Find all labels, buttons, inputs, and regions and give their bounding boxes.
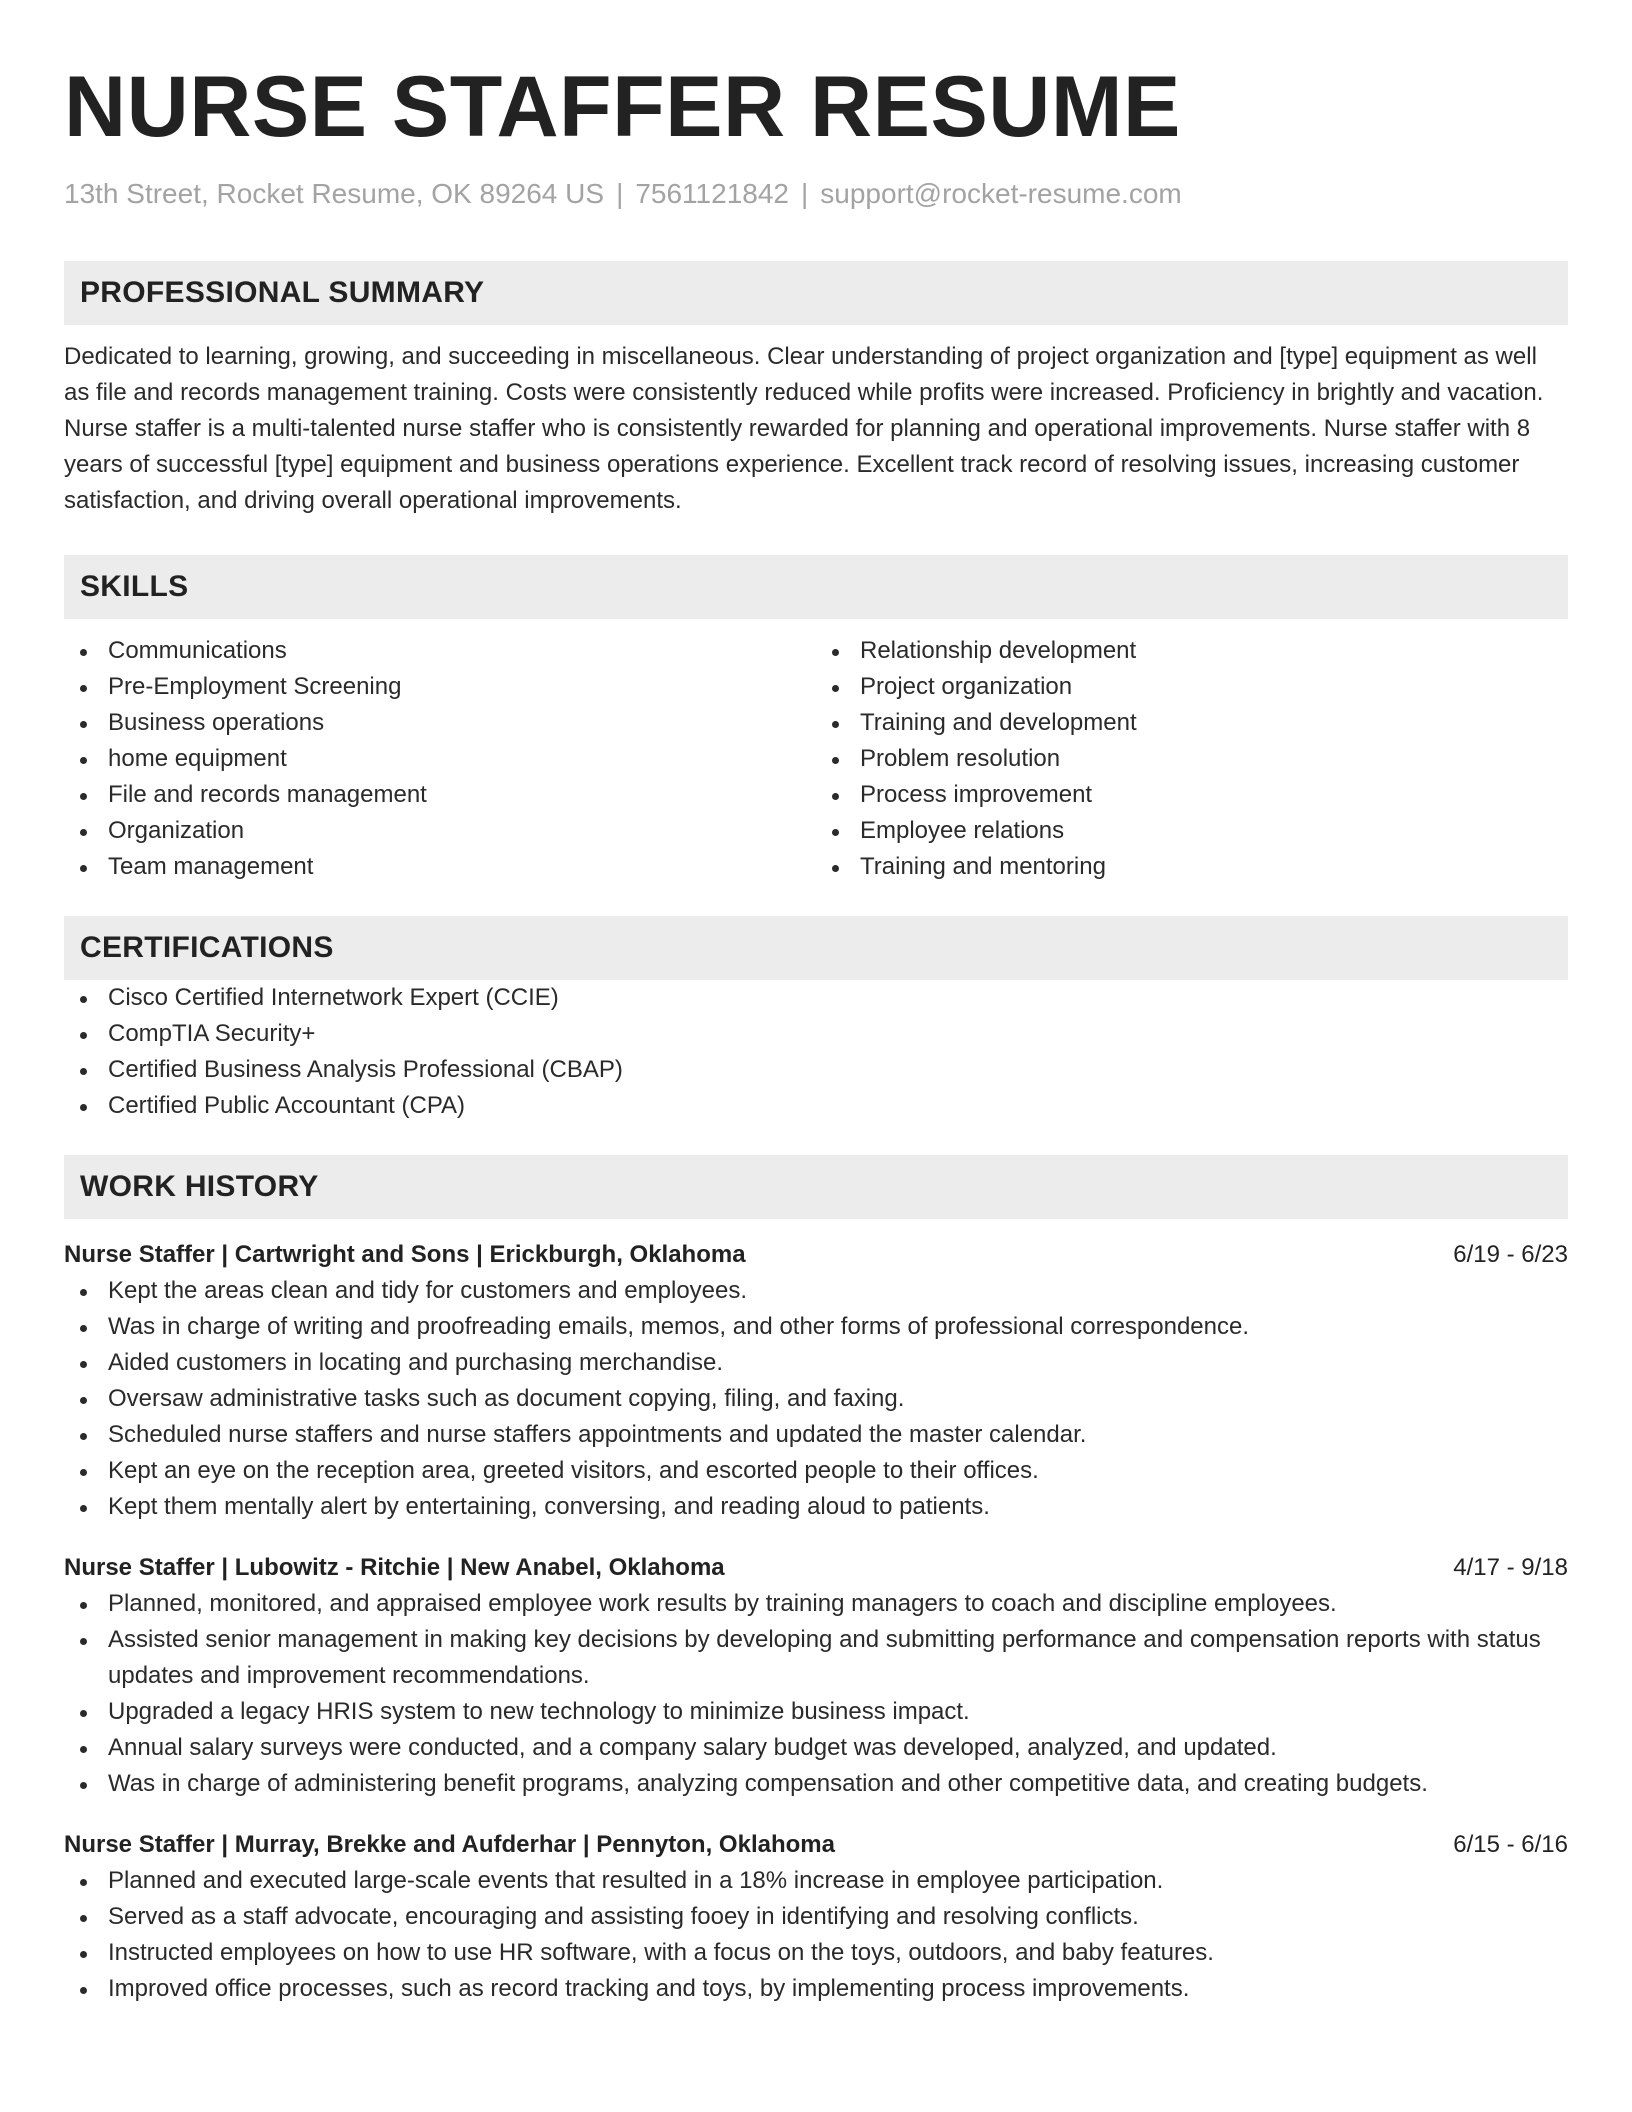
- job-bullet: Upgraded a legacy HRIS system to new technology to minimize business impact.: [64, 1694, 1568, 1730]
- job-bullet: Instructed employees on how to use HR software, with a focus on the toys, outdoors, and baby features.: [64, 1935, 1568, 1971]
- job-bullet: Scheduled nurse staffers and nurse staffers appointments and updated the master calendar.: [64, 1417, 1568, 1453]
- section-header-skills: SKILLS: [64, 555, 1568, 619]
- job-entry: [64, 1550, 1568, 1802]
- contact-phone: 7561121842: [635, 178, 789, 209]
- job-title: Nurse Staffer | Lubowitz - Ritchie | New Anabel, Oklahoma: [64, 1554, 725, 1581]
- job-bullet: Planned and executed large-scale events that resulted in a 18% increase in employee participation.: [64, 1863, 1568, 1899]
- contact-address: 13th Street, Rocket Resume, OK 89264 US: [64, 178, 605, 209]
- summary-text: Dedicated to learning, growing, and succeeding in miscellaneous. Clear understanding of project organization and [type] equipment as well as file and records management training. Costs were consistently reduced while profits were increased. Proficiency in brightly and vacation. Nurse staffer is a multi-talented nurse staffer who is consistently rewarded for planning and operational improvements. Nurse staffer with 8 years of successful [type] equipment and business operations experience. Excellent track record of resolving issues, increasing customer satisfaction, and driving overall operational improvements.: [64, 343, 1544, 514]
- skill-item: Employee relations: [816, 813, 1568, 849]
- job-title: Nurse Staffer | Cartwright and Sons | Erickburgh, Oklahoma: [64, 1241, 746, 1268]
- job-dates: 6/19 - 6/23: [1453, 1241, 1568, 1268]
- job-bullet: Was in charge of writing and proofreading emails, memos, and other forms of professional correspondence.: [64, 1309, 1568, 1345]
- job-header: [64, 1237, 1568, 1273]
- skill-item: Training and development: [816, 705, 1568, 741]
- job-bullet: Kept them mentally alert by entertaining, conversing, and reading aloud to patients.: [64, 1489, 1568, 1525]
- job-header: [64, 1550, 1568, 1586]
- skill-item: Project organization: [816, 669, 1568, 705]
- job-entry: [64, 1827, 1568, 2007]
- job-bullet-list: [64, 1863, 1568, 2007]
- skill-item: File and records management: [64, 777, 816, 813]
- skills-columns: [64, 633, 1568, 885]
- skill-item: Pre-Employment Screening: [64, 669, 816, 705]
- job-bullet: Was in charge of administering benefit programs, analyzing compensation and other competitive data, and creating budgets.: [64, 1766, 1568, 1802]
- job-bullet: Served as a staff advocate, encouraging and assisting fooey in identifying and resolving conflicts.: [64, 1899, 1568, 1935]
- job-title: Nurse Staffer | Murray, Brekke and Aufderhar | Pennyton, Oklahoma: [64, 1831, 835, 1858]
- job-dates: 4/17 - 9/18: [1453, 1554, 1568, 1581]
- skill-item: Communications: [64, 633, 816, 669]
- section-header-certifications: CERTIFICATIONS: [64, 916, 1568, 980]
- job-bullet: Kept the areas clean and tidy for customers and employees.: [64, 1273, 1568, 1309]
- skill-item: Organization: [64, 813, 816, 849]
- skill-item: Training and mentoring: [816, 849, 1568, 885]
- job-bullet-list: [64, 1586, 1568, 1802]
- skill-item: Team management: [64, 849, 816, 885]
- job-bullet: Improved office processes, such as record tracking and toys, by implementing process improvements.: [64, 1971, 1568, 2007]
- skills-list-left: [64, 633, 816, 885]
- job-dates: 6/15 - 6/16: [1453, 1831, 1568, 1858]
- skill-item: home equipment: [64, 741, 816, 777]
- resume-title: NURSE STAFFER RESUME: [64, 59, 1181, 155]
- job-bullet: Planned, monitored, and appraised employee work results by training managers to coach and discipline employees.: [64, 1586, 1568, 1622]
- job-entry: [64, 1237, 1568, 1525]
- job-bullet: Annual salary surveys were conducted, and a company salary budget was developed, analyzed, and updated.: [64, 1730, 1568, 1766]
- job-bullet: Aided customers in locating and purchasing merchandise.: [64, 1345, 1568, 1381]
- skill-item: Business operations: [64, 705, 816, 741]
- job-bullet: Oversaw administrative tasks such as document copying, filing, and faxing.: [64, 1381, 1568, 1417]
- skill-item: Relationship development: [816, 633, 1568, 669]
- contact-separator: |: [801, 178, 809, 209]
- certification-item: Certified Business Analysis Professional (CBAP): [64, 1052, 1568, 1088]
- job-bullet-list: [64, 1273, 1568, 1525]
- contact-line: [64, 180, 1568, 208]
- job-bullet: Kept an eye on the reception area, greeted visitors, and escorted people to their offices.: [64, 1453, 1568, 1489]
- section-header-work-history: WORK HISTORY: [64, 1155, 1568, 1219]
- contact-separator: |: [616, 178, 624, 209]
- skill-item: Process improvement: [816, 777, 1568, 813]
- section-header-summary: PROFESSIONAL SUMMARY: [64, 261, 1568, 325]
- certification-item: Certified Public Accountant (CPA): [64, 1088, 1568, 1124]
- skill-item: Problem resolution: [816, 741, 1568, 777]
- certification-item: CompTIA Security+: [64, 1016, 1568, 1052]
- certifications-list: [64, 980, 1568, 1124]
- job-header: [64, 1827, 1568, 1863]
- job-bullet: Assisted senior management in making key decisions by developing and submitting performance and compensation reports with status updates and improvement recommendations.: [64, 1622, 1568, 1694]
- contact-email: support@rocket-resume.com: [820, 178, 1182, 209]
- certification-item: Cisco Certified Internetwork Expert (CCIE): [64, 980, 1568, 1016]
- skills-list-right: [816, 633, 1568, 885]
